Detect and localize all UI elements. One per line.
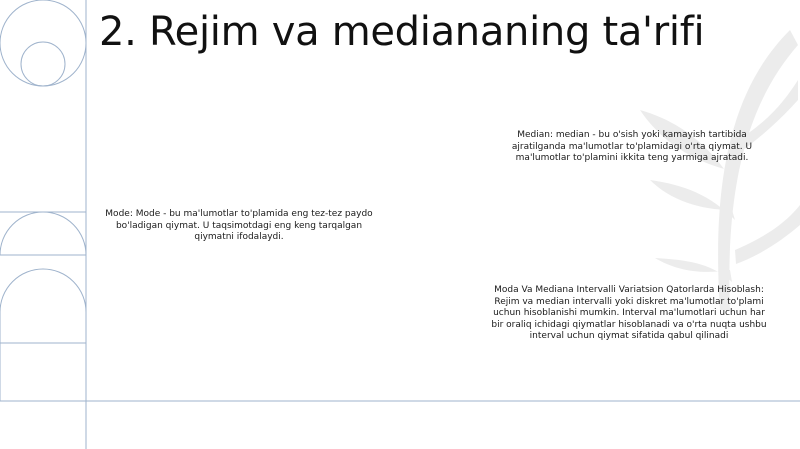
middle-arch [0, 212, 86, 255]
leaf-shadow-decoration [620, 20, 800, 320]
mode-definition-text: Mode: Mode - bu ma'lumotlar to'plamida eng tez-tez paydo bo'ladigan qiymat. U taqsimotdagi eng keng tarqalgan qiymatni ifodalaydi. [105, 209, 373, 242]
median-definition-text: Median: median - bu o'sish yoki kamayish tartibida ajratilganda ma'lumotlar to'plamidagi o'rta qiymat. U ma'lumotlar to'plamini ikkita teng yarmiga ajratadi. [511, 130, 753, 163]
interval-calculation-text: Moda Va Mediana Intervalli Variatsion Qatorlarda Hisoblash: Rejim va median intervalli yoki diskret ma'lumotlar to'plami uchun hisoblanishi mumkin. Interval ma'lumotlari uchun har bir oraliq ichidagi qiymatlar hisoblanadi va o'rta nuqta ushbu interval uchun qiymat sifatida qabul qilinadi [491, 285, 767, 341]
slide-title: 2. Rejim va mediananing ta'rifi [99, 9, 705, 55]
top-large-circle [0, 0, 86, 86]
lower-arch [0, 269, 86, 312]
top-small-circle [21, 42, 65, 86]
